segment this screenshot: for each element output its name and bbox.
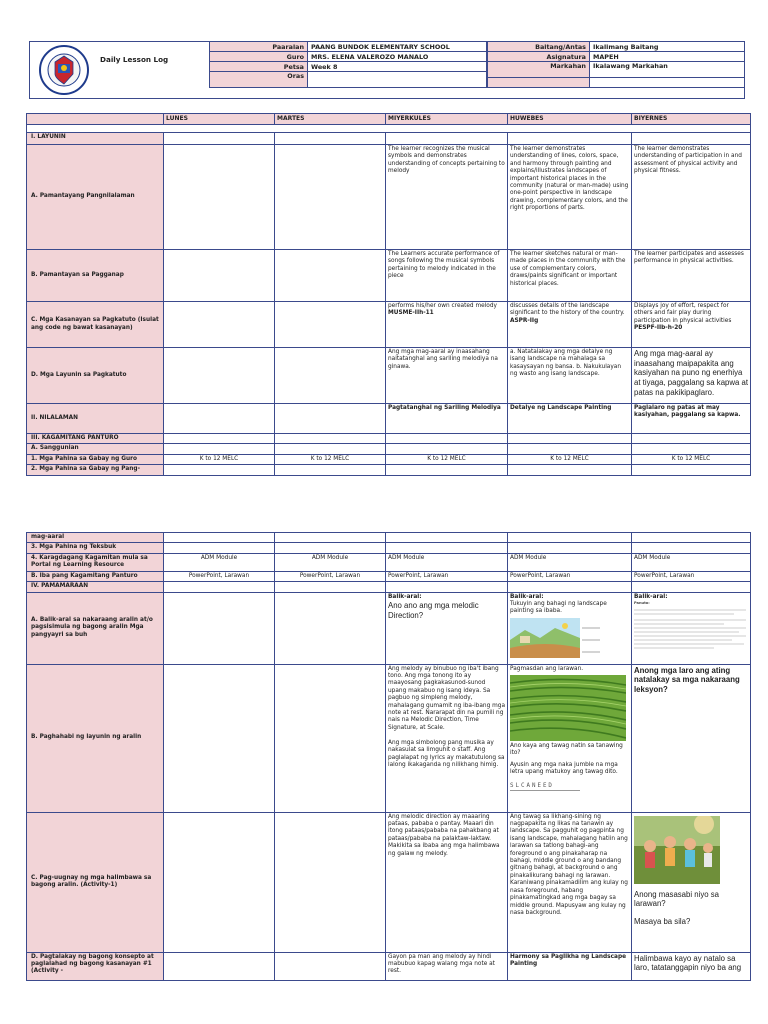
row-paghahabi: [27, 664, 751, 812]
cell-text: Pagmasdan ang larawan.: [510, 665, 584, 672]
row-pamantayan-pagganap: [27, 250, 751, 302]
row-label: B. Paghahabi ng layunin ng aralin: [27, 664, 164, 812]
day-biyernes: BIYERNES: [632, 114, 751, 125]
header-left-grid: [209, 41, 487, 88]
cell-text: ADM Module: [386, 553, 508, 571]
cell-text: ADM Module: [275, 553, 386, 571]
cell-text: Displays joy of effort, respect for others and fair play during participation in physical activities: [634, 303, 732, 324]
row-label: mag-aaral: [27, 533, 164, 543]
row-gabay-pang: [27, 465, 751, 475]
deped-seal-logo: [33, 44, 95, 96]
guro-label: Guro: [210, 52, 308, 62]
cell-text: Ayusin ang mga naka jumble na mga letra upang matukoy ang tawag dito.: [510, 761, 618, 776]
baitang-value: Ikalimang Baitang: [590, 42, 745, 52]
cell-text: Tukuyin ang bahagi ng landscape painting sa ibaba.: [510, 601, 607, 615]
cell-text: K to 12 MELC: [508, 454, 632, 464]
competency-code: MUSME-IIh-11: [388, 310, 434, 317]
cell-text: ADM Module: [508, 553, 632, 571]
document-title: Daily Lesson Log: [100, 55, 169, 64]
asignatura-value: MAPEH: [590, 52, 745, 62]
row-layunin-pagkatuto: [27, 348, 751, 404]
row-label: II. NILALAMAN: [27, 404, 164, 434]
row-label: A. Pamantayang Pangnilalaman: [27, 145, 164, 250]
row-iba-pang-kagamitan: [27, 571, 751, 581]
row-nilalaman: [27, 404, 751, 434]
balik-aral-heading: Balik-aral:: [634, 593, 668, 600]
layunin-label: I. LAYUNIN: [27, 133, 164, 145]
markahan-value: Ikalawang Markahan: [590, 62, 745, 78]
landscape-diagram-image: [510, 618, 622, 658]
row-kagamitan: [27, 434, 751, 444]
baitang-label: Baitang/Antas: [488, 42, 590, 52]
row-label: A. Sanggunian: [27, 444, 164, 454]
corner-cell: [27, 114, 164, 125]
competency-code: ASPR-IIg: [510, 317, 539, 324]
cell-text: Anong masasabi niyo sa larawan?: [634, 889, 719, 909]
cell-text: The learner recognizes the musical symbols and demonstrates understanding of concepts pertaining to melody: [386, 145, 508, 250]
cell-text: a. Natatalakay ang mga detalye ng isang landscape na mahalaga sa kasaysayan ng bansa. b. Nakukulayan ng wasto ang isang landscape.: [508, 348, 632, 404]
header-empty-value: [590, 78, 745, 88]
paaralan-value: PAANG BUNDOK ELEMENTARY SCHOOL: [308, 42, 487, 52]
cell-text: [508, 592, 632, 664]
cell-text: Ano ano ang mga melodic Direction?: [388, 601, 479, 620]
cell-text: Harmony sa Paglikha ng Landscape Painting: [508, 952, 632, 980]
oras-label: Oras: [210, 72, 308, 88]
row-gabay-guro: [27, 454, 751, 464]
row-label: A. Balik-aral sa nakaraang aralin at/o pagsisimula ng bagong aralin Mga pangyayri sa buh: [27, 592, 164, 664]
cell-text: PowerPoint, Larawan: [275, 571, 386, 581]
row-label: 3. Mga Pahina ng Teksbuk: [27, 543, 164, 553]
panuto-label: Panuto:: [634, 601, 650, 606]
petsa-value: Week 8: [308, 62, 487, 72]
row-mag-aaral: [27, 533, 751, 543]
cell-text: [632, 592, 751, 664]
lesson-table-page2: [26, 532, 751, 981]
worksheet-lines-image: [634, 606, 746, 650]
cell-text: Ano kaya ang tawag natin sa tanawing ito?: [510, 743, 623, 757]
cell-text: Detalye ng Landscape Painting: [508, 404, 632, 434]
competency-code: PESPF-IIb-h-20: [634, 325, 683, 332]
row-balik-aral: [27, 592, 751, 664]
cell-text: [386, 664, 508, 812]
row-label: B. Pamantayan sa Pagganap: [27, 250, 164, 302]
cell-text: K to 12 MELC: [386, 454, 508, 464]
row-label: III. KAGAMITANG PANTURO: [27, 434, 164, 444]
cell-text: [632, 812, 751, 952]
row-pagtalakay: [27, 952, 751, 980]
row-label: C. Mga Kasanayan sa Pagkatuto (Isulat ang code ng bawat kasanayan): [27, 302, 164, 348]
markahan-label: Markahan: [488, 62, 590, 78]
cell-text: K to 12 MELC: [632, 454, 751, 464]
cell-text: PowerPoint, Larawan: [386, 571, 508, 581]
cell-text: The learner participates and assesses performance in physical activities.: [632, 250, 751, 302]
cell-text: [508, 664, 632, 812]
cell-text: Ang tawag sa likhang-sining ng nagpapakita ng likas na tanawin ay landscape. Sa pagguhit og pagpinta ng isang landscape, mahalagang hatiin ang larawan sa tatlong bahagi-ang foreground o ang pinakaharap na bahagi, middle ground o ang bandang gitnang bahagi, at background o ang pinakalikurang bahagi ng larawan. Karaniwang pinakamadilim ang kulay ng nasa foreground, habang pinakamatingkad ang mga bagay sa middle ground. Mapusyaw ang kulay ng nasa background.: [508, 812, 632, 952]
cell-text: [386, 592, 508, 664]
row-kasanayan: [27, 302, 751, 348]
days-header-row: [27, 114, 751, 125]
children-playing-image: [634, 816, 720, 884]
day-miyerkules: MIYERKULES: [386, 114, 508, 125]
cell-text: Ang mga simbolong pang musika ay nakasulat sa limguhit o staff. Ang paglalapat ng lyrics ay makatutulong sa lalong ikakaganda ng nilikhang himig.: [388, 739, 505, 768]
cell-text: discusses details of the landscape significant to the history of the country.: [510, 303, 625, 317]
day-martes: MARTES: [275, 114, 386, 125]
cell-text: Gayon pa man ang melody ay hindi mabubuo kapag walang mga note at rest.: [386, 952, 508, 980]
header-empty-label: [488, 78, 590, 88]
cell-text: [632, 302, 751, 348]
asignatura-label: Asignatura: [488, 52, 590, 62]
cell-text: [386, 302, 508, 348]
balik-aral-heading: Balik-aral:: [510, 593, 544, 600]
row-label: 1. Mga Pahina sa Gabay ng Guro: [27, 454, 164, 464]
cell-text: PowerPoint, Larawan: [508, 571, 632, 581]
cell-text: Ang melodic direction ay maaaring pataas, pababa o pantay. Maaari din itong pataas/pababa na pahakbang at pataas/pababa na palaktaw-laktaw. Makikita sa ibaba ang mga halimbawa ng galaw ng melody.: [386, 812, 508, 952]
jumbled-letters: SLCANEED: [510, 783, 580, 791]
guro-value: MRS. ELENA VALEROZO MANALO: [308, 52, 487, 62]
cell-text: ADM Module: [632, 553, 751, 571]
row-teksbuk: [27, 543, 751, 553]
petsa-label: Petsa: [210, 62, 308, 72]
row-label: 2. Mga Pahina sa Gabay ng Pang-: [27, 465, 164, 475]
row-pag-uugnay: [27, 812, 751, 952]
row-learning-resource: [27, 553, 751, 571]
cell-text: Paglalaro ng patas at may kasiyahan, paggalang sa kapwa.: [632, 404, 751, 434]
row-label: IV. PAMAMARAAN: [27, 582, 164, 592]
layunin-row: [27, 133, 751, 145]
row-label: 4. Karagdagang Kagamitan mula sa Portal ng Learning Resource: [27, 553, 164, 571]
rice-terraces-image: [510, 675, 626, 741]
cell-text: The learner sketches natural or man-made places in the community with the use of complementary colors, draws/paints significant or important historical places.: [508, 250, 632, 302]
cell-text: Masaya ba sila?: [634, 917, 691, 927]
cell-text: Ang mga mag-aaral ay inaasahang maipapakita ang kasiyahan na puno ng enerhiya at tiyaga, paggalang sa kapwa at patas na pakikipaglaro.: [632, 348, 751, 404]
header-right-grid: [487, 41, 745, 88]
row-sanggunian: [27, 444, 751, 454]
cell-text: performs his/her own created melody: [388, 303, 497, 309]
cell-text: Anong mga laro ang ating natalakay sa mga nakaraang leksyon?: [632, 664, 751, 812]
cell-text: Ang melody ay binubuo ng iba't ibang tono. Ang mga tonong ito ay maayosang pagkakasunod-sunod upang makabuo ng isang ideya. Sa pagbuo ng simpleng melody, mahalagang gumamit ng iba-ibang mga note at rest. Nararapat din na pumili ng nais na Melodic Direction, Time Signature, at Scale.: [388, 665, 505, 731]
cell-text: ADM Module: [164, 553, 275, 571]
lesson-table-page1: [26, 113, 751, 476]
row-pamantayang-pangnilalaman: [27, 145, 751, 250]
row-pamamaraan: [27, 582, 751, 592]
row-label: D. Pagtalakay ng bagong konsepto at paglalahad ng bagong kasanayan #1 (Activity -: [27, 952, 164, 980]
row-label: D. Mga Layunin sa Pagkatuto: [27, 348, 164, 404]
day-lunes: LUNES: [164, 114, 275, 125]
cell-text: Halimbawa kayo ay natalo sa laro, tatatanggapin niyo ba ang: [632, 952, 751, 980]
cell-text: [508, 302, 632, 348]
cell-text: Pagtatanghal ng Sariling Melodiya: [386, 404, 508, 434]
cell-text: K to 12 MELC: [275, 454, 386, 464]
cell-text: The Learners accurate performance of songs following the musical symbols pertaining to melody indicated in the piece: [386, 250, 508, 302]
row-label: B. Iba pang Kagamitang Panturo: [27, 571, 164, 581]
oras-value: [308, 72, 487, 88]
day-huwebes: HUWEBES: [508, 114, 632, 125]
cell-text: The learner demonstrates understanding of participation in and assessment of physical activity and physical fitness.: [632, 145, 751, 250]
cell-text: PowerPoint, Larawan: [164, 571, 275, 581]
cell-text: The learner demonstrates understanding of lines, colors, space, and harmony through painting and explains/illustrates landscapes of important historical places in the community (natural or man-made) using one-point perspective in landscape drawing, complementary colors, and the right proportions of parts.: [508, 145, 632, 250]
cell-text: PowerPoint, Larawan: [632, 571, 751, 581]
cell-text: Ang mga mag-aaral ay inaasahang naitatanghal ang sariling melodiya na ginawa.: [386, 348, 508, 404]
row-label: C. Pag-uugnay ng mga halimbawa sa bagong aralin. (Activity-1): [27, 812, 164, 952]
balik-aral-heading: Balik-aral:: [388, 593, 422, 600]
cell-text: K to 12 MELC: [164, 454, 275, 464]
paaralan-label: Paaralan: [210, 42, 308, 52]
